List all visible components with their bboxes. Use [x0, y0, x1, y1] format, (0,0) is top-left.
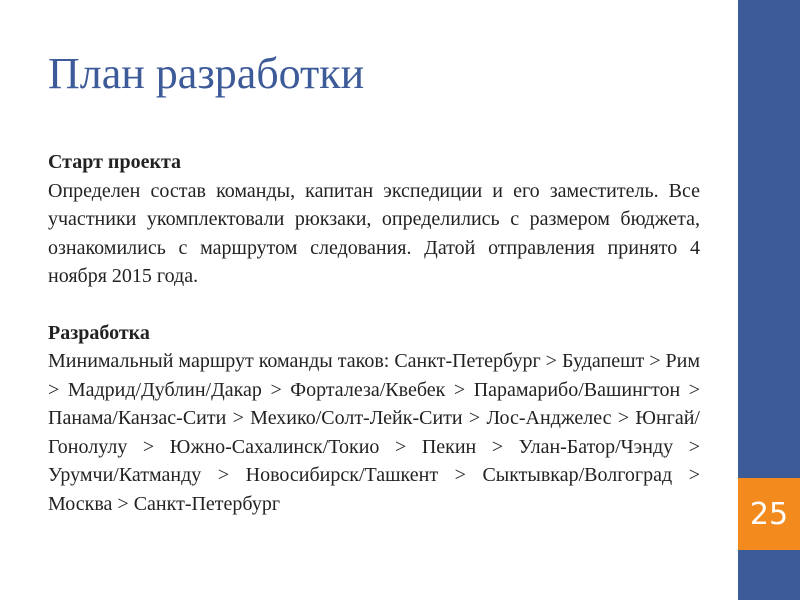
- section-heading: Разработка: [48, 321, 150, 344]
- section-development: [48, 319, 700, 519]
- slide-title: План разработки: [48, 49, 365, 98]
- section-text: Определен состав команды, капитан экспедиции и его заместитель. Все участники укомплектовали рюкзаки, определились с размером бюджета, ознакомились с маршрутом следования. Датой отправления принято 4 ноября 2015 года.: [48, 179, 700, 287]
- section-text: Минимальный маршрут команды таков: Санкт-Петербург > Будапешт > Рим > Мадрид/Дублин/Дакар > Форталеза/Квебек > Парамарибо/Вашингтон > Панама/Канзас-Сити > Мехико/Солт-Лейк-Сити > Лос-Анджелес > Юнгай/Гонолулу > Южно-Сахалинск/Токио > Пекин > Улан-Батор/Чэнду > Урумчи/Катманду > Новосибирск/Ташкент > Сыктывкар/Волгоград > Москва > Санкт-Петербург: [48, 350, 700, 515]
- section-project-start: [48, 148, 700, 291]
- page-number: 25: [749, 496, 789, 532]
- slide-content: [48, 148, 700, 518]
- section-heading: Старт проекта: [48, 151, 182, 173]
- page-number-badge: [738, 478, 800, 550]
